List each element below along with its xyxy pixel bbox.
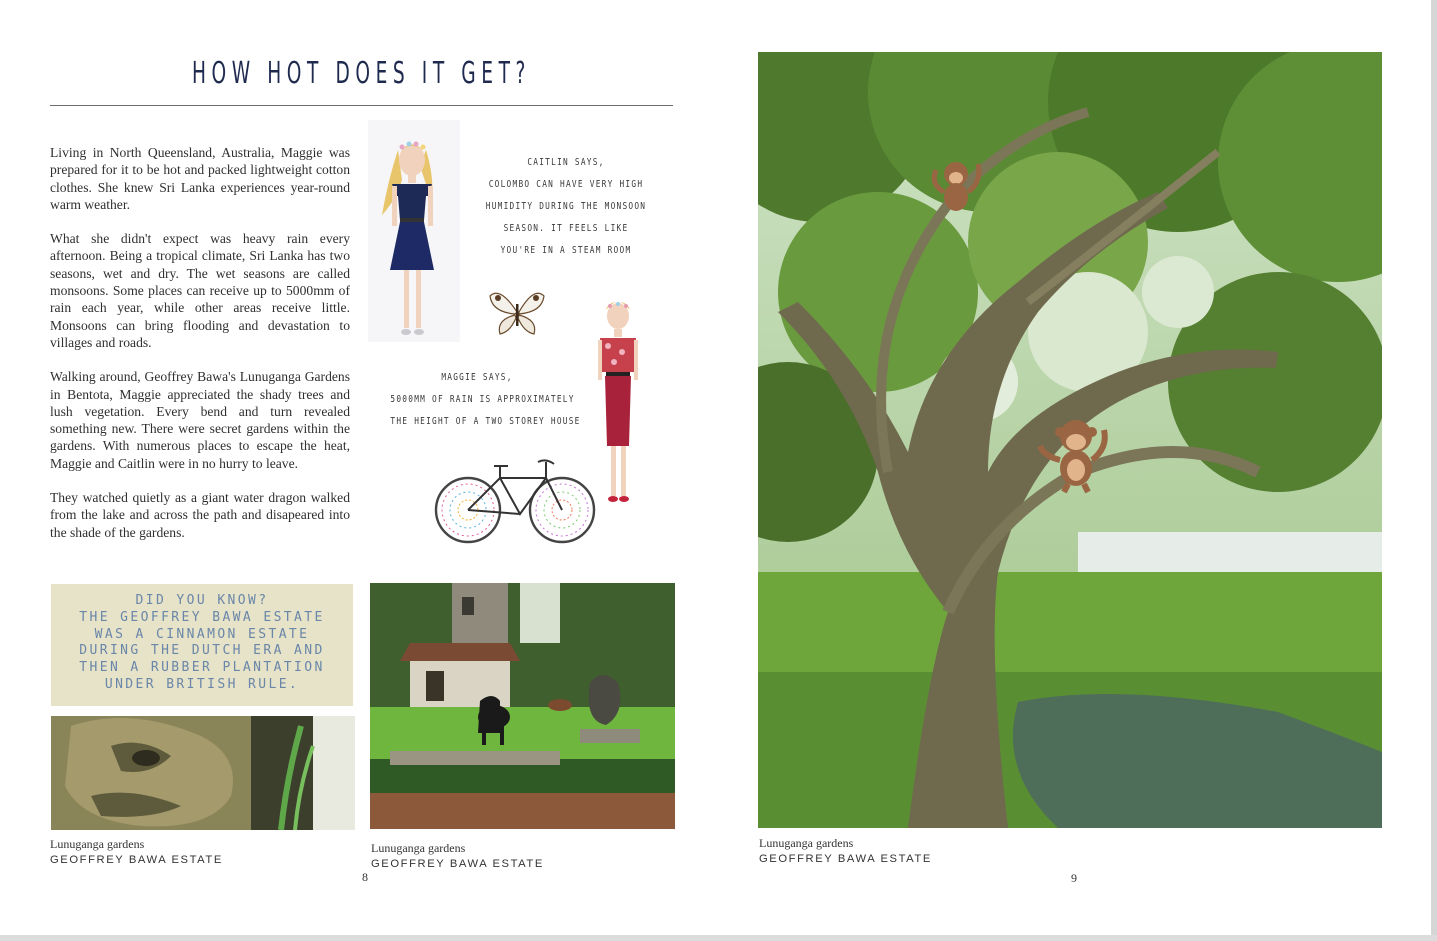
caption-title: Lunuganga gardens xyxy=(759,836,854,850)
speech-line: YOU'RE IN A STEAM ROOM xyxy=(500,245,632,256)
caption-subtitle: GEOFFREY BAWA ESTATE xyxy=(371,858,544,870)
speech-line: SEASON. IT FEELS LIKE xyxy=(503,223,629,234)
speech-line: HUMIDITY DURING THE MONSOON xyxy=(485,201,647,212)
fact-line: THE GEOFFREY BAWA ESTATE xyxy=(79,609,325,625)
caption-title: Lunuganga gardens xyxy=(371,841,466,855)
fact-line: THEN A RUBBER PLANTATION xyxy=(79,660,325,676)
page-number: 9 xyxy=(1071,871,1077,885)
fact-line: DURING THE DUTCH ERA AND xyxy=(79,643,325,659)
speech-line: COLOMBO CAN HAVE VERY HIGH xyxy=(488,179,644,190)
caption-subtitle: GEOFFREY BAWA ESTATE xyxy=(50,854,223,866)
window-bottom-edge xyxy=(0,935,1437,941)
paragraph: What she didn't expect was heavy rain every afternoon. Being a tropical climate, Sri Lanka has two seasons, wet and dry. The wet seasons are called monsoons. Some places can receive up to 5000mm of rain each year, while other areas receive little. Monsoons can bring flooding and devastation to villages and roads. xyxy=(50,231,350,350)
caption-title: Lunuganga gardens xyxy=(50,837,145,851)
paragraph: Walking around, Geoffrey Bawa's Lunuganga Gardens in Bentota, Maggie appreciated the shady trees and lush vegetation. Every bend and turn revealed something new. There were secret gardens within the gardens. With numerous places to escape the heat, Maggie and Caitlin were in no hurry to leave. xyxy=(50,369,350,471)
fact-line: DID YOU KNOW? xyxy=(135,593,269,608)
did-you-know-box xyxy=(51,584,353,706)
garden-tree-photo xyxy=(758,52,1382,828)
caption-subtitle: GEOFFREY BAWA ESTATE xyxy=(759,853,932,865)
page-number: 8 xyxy=(362,870,368,884)
title-divider xyxy=(50,105,673,106)
butterfly-illustration xyxy=(486,284,548,340)
fact-line: UNDER BRITISH RULE. xyxy=(104,676,300,692)
speech-line: 5000MM OF RAIN IS APPROXIMATELY xyxy=(390,394,575,405)
caitlin-illustration xyxy=(368,120,460,342)
bicycle-illustration xyxy=(428,456,610,546)
photo-caption xyxy=(50,836,223,868)
speech-line: MAGGIE SAYS, xyxy=(441,372,513,383)
sculpture-photo xyxy=(51,716,355,830)
body-text xyxy=(50,144,350,558)
caitlin-speech xyxy=(480,152,652,262)
paragraph: Living in North Queensland, Australia, Maggie was prepared for it to be hot and packed lightweight cotton clothes. She knew Sri Lanka experiences year-round warm weather. xyxy=(50,145,350,212)
paragraph: They watched quietly as a giant water dragon walked from the lake and across the path and disapeared into the shade of the gardens. xyxy=(50,490,350,540)
cattle-house-photo xyxy=(370,583,675,829)
photo-caption xyxy=(371,840,544,872)
fact-line: WAS A CINNAMON ESTATE xyxy=(94,626,310,642)
page-title: HOW HOT DOES IT GET? xyxy=(191,56,532,91)
scrollbar[interactable] xyxy=(1431,0,1437,941)
speech-line: THE HEIGHT OF A TWO STOREY HOUSE xyxy=(390,416,581,427)
speech-line: CAITLIN SAYS, xyxy=(527,157,605,168)
photo-caption xyxy=(759,835,932,867)
maggie-speech xyxy=(390,367,581,433)
